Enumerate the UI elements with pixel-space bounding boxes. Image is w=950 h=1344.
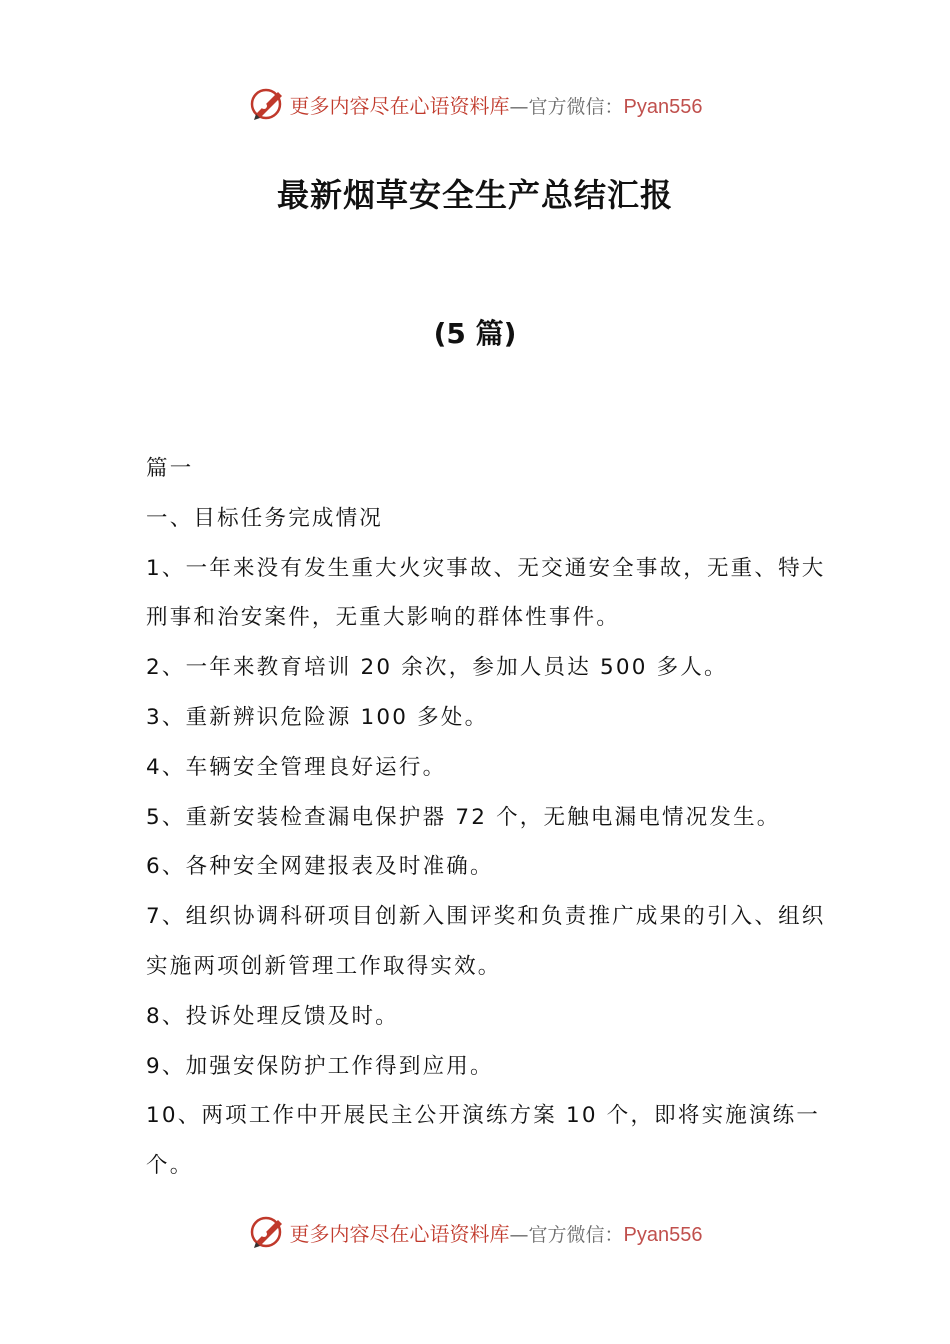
list-item: 7、组织协调科研项目创新入围评奖和负责推广成果的引入、组织实施两项创新管理工作取得实效。 [146,904,826,979]
list-item: 4、车辆安全管理良好运行。 [146,754,447,780]
pen-logo-icon [248,1212,288,1252]
list-item: 1、一年来没有发生重大火灾事故、无交通安全事故，无重、特大刑事和治安案件，无重大影响的群体性事件。 [146,555,826,631]
list-item: 6、各种安全网建报表及时准确。 [146,854,494,880]
list-item: 3、重新辨识危险源 100 多处。 [146,704,489,730]
list-item: 5、重新安装检查漏电保护器 72 个，无触电漏电情况发生。 [146,804,781,830]
watermark-text: 更多内容尽在心语资料库—官方微信：Pyan556 [289,93,703,118]
section-heading: 篇一 [146,456,194,481]
watermark-text: 更多内容尽在心语资料库—官方微信：Pyan556 [289,1221,703,1246]
document-title: 最新烟草安全生产总结汇报 [276,176,673,214]
pen-logo-icon [248,84,288,124]
list-item: 9、加强安保防护工作得到应用。 [146,1053,494,1079]
subsection-heading: 一、目标任务完成情况 [146,505,384,531]
header-watermark [0,82,950,126]
document-subtitle: (5 篇) [433,317,517,350]
document-body [146,444,836,1191]
list-item: 10、两项工作中开展民主公开演练方案 10 个，即将实施演练一个。 [146,1103,821,1179]
footer-watermark [0,1210,950,1254]
list-item: 8、投诉处理反馈及时。 [146,1003,399,1029]
list-item: 2、一年来教育培训 20 余次，参加人员达 500 多人。 [146,655,728,681]
